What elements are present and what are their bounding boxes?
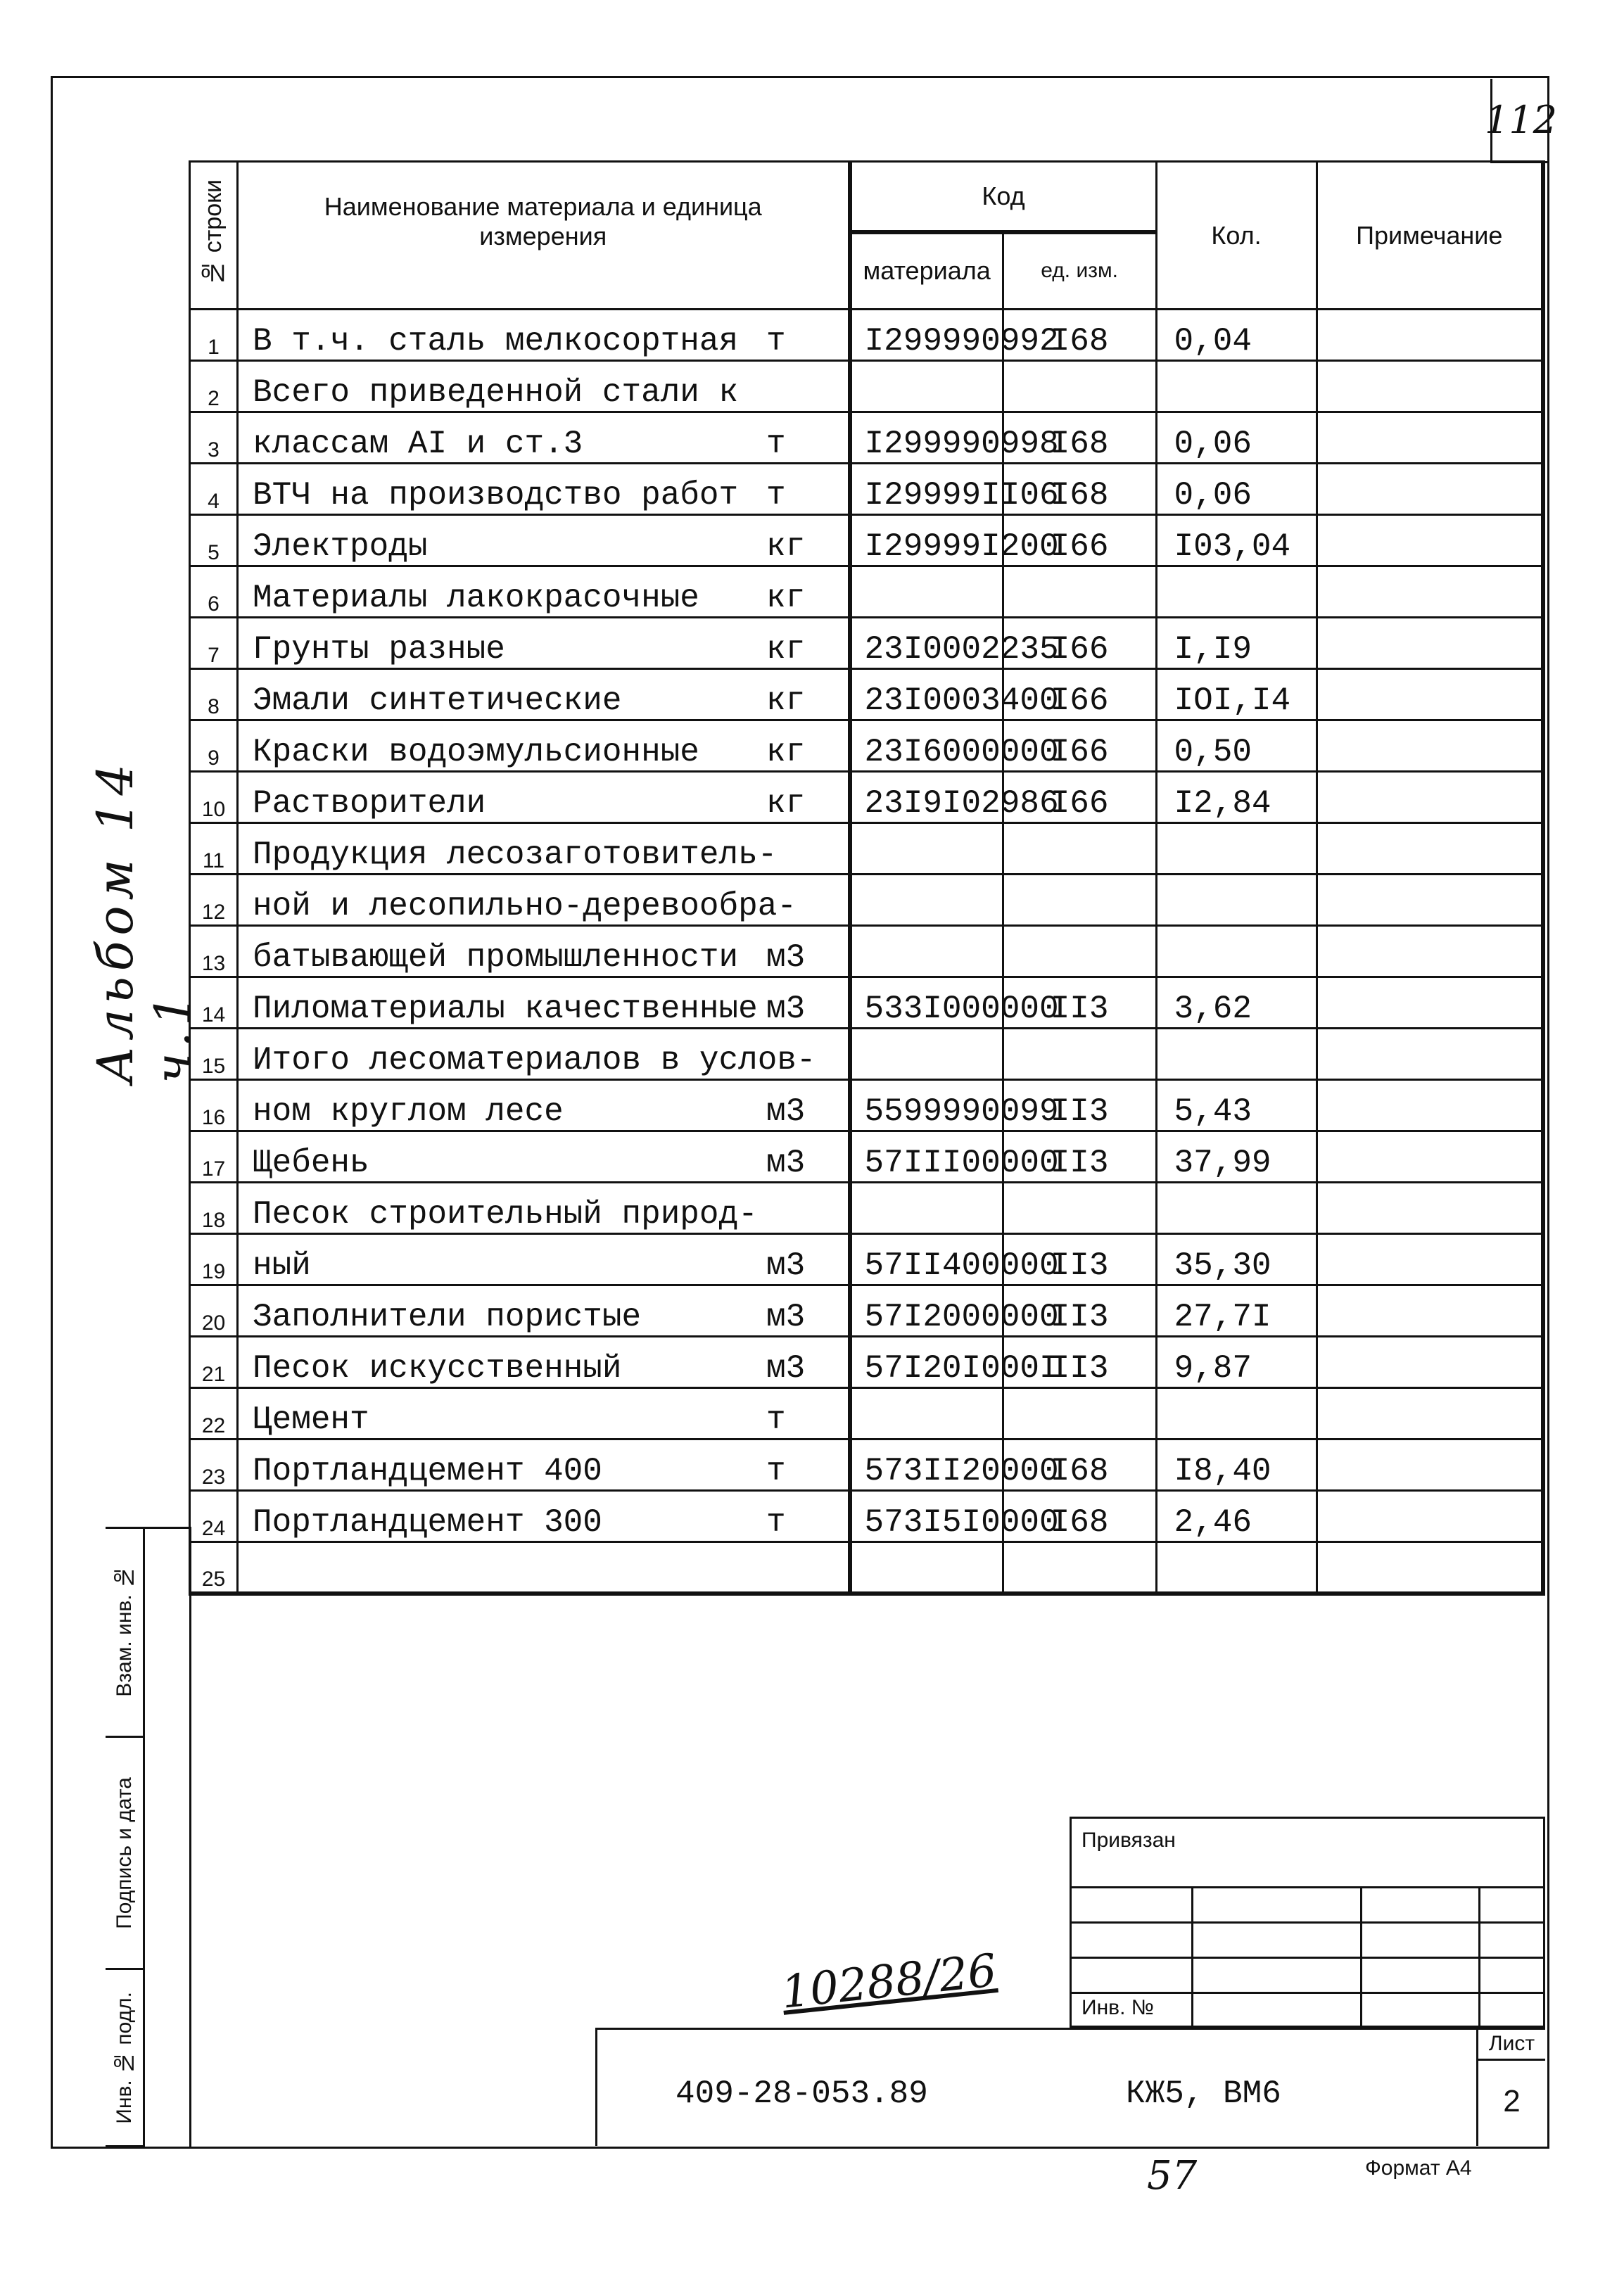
- material-name-cell: [238, 1080, 850, 1131]
- quantity: 9,87: [1156, 1337, 1317, 1388]
- row-number: 25: [190, 1542, 238, 1594]
- material-code: 5599990099: [850, 1080, 1003, 1131]
- sheet-value: 2: [1503, 2084, 1521, 2118]
- material-code: 57I2000000: [850, 1285, 1003, 1337]
- row-number: 22: [190, 1388, 238, 1439]
- quantity: [1156, 1029, 1317, 1080]
- material-name-cell: [238, 1491, 850, 1542]
- note: [1317, 1388, 1543, 1439]
- material-code: 23I9I02986: [850, 772, 1003, 823]
- unit-code: I66: [1003, 669, 1156, 720]
- material-name: Песок искусственный: [253, 1350, 622, 1387]
- material-unit: м3: [766, 1145, 806, 1181]
- quantity: IOI,I4: [1156, 669, 1317, 720]
- material-unit: кг: [766, 631, 806, 668]
- table-row: [190, 618, 1544, 669]
- material-unit: т: [766, 1453, 786, 1489]
- unit-code: I68: [1003, 310, 1156, 361]
- material-code: I299990992: [850, 310, 1003, 361]
- quantity: [1156, 1542, 1317, 1594]
- material-name-cell: [238, 1388, 850, 1439]
- material-name: Заполнители пористые: [253, 1299, 642, 1335]
- table-row: [190, 515, 1544, 566]
- row-number: 5: [190, 515, 238, 566]
- material-name: ный: [253, 1247, 311, 1284]
- quantity: I03,04: [1156, 515, 1317, 566]
- quantity: [1156, 823, 1317, 875]
- row-number: 17: [190, 1131, 238, 1183]
- privyazan-label: Привязан: [1081, 1829, 1176, 1852]
- row-number: 12: [190, 875, 238, 926]
- material-unit: т: [766, 1504, 786, 1541]
- material-name-cell: [238, 926, 850, 977]
- note: [1317, 772, 1543, 823]
- side-inv-podl: Инв. № подл.: [106, 1970, 145, 2147]
- quantity: 5,43: [1156, 1080, 1317, 1131]
- material-name: Электроды: [253, 528, 428, 565]
- header-row-no: № строки: [190, 162, 238, 310]
- sheet-corner-number: 112: [1490, 79, 1549, 163]
- material-code: [850, 875, 1003, 926]
- material-name: Материалы лакокрасочные: [253, 580, 699, 616]
- material-name: ном круглом лесе: [253, 1093, 564, 1130]
- material-unit: м3: [766, 939, 806, 976]
- material-name-cell: [238, 1285, 850, 1337]
- unit-code: II3: [1003, 1337, 1156, 1388]
- note: [1317, 566, 1543, 618]
- doc-mark: КЖ5, ВМ6: [1126, 2076, 1281, 2112]
- quantity: 27,7I: [1156, 1285, 1317, 1337]
- table-row: [190, 772, 1544, 823]
- quantity: [1156, 566, 1317, 618]
- material-name: Краски водоэмульсионные: [253, 734, 699, 770]
- table-row: [190, 464, 1544, 515]
- inv-no-label: Инв. №: [1081, 1996, 1154, 2019]
- row-number: 11: [190, 823, 238, 875]
- unit-code: II3: [1003, 977, 1156, 1029]
- unit-code: [1003, 566, 1156, 618]
- material-unit: кг: [766, 682, 806, 719]
- quantity: 0,06: [1156, 464, 1317, 515]
- material-name-cell: [238, 310, 850, 361]
- unit-code: II3: [1003, 1080, 1156, 1131]
- side-vzam: Взам. инв. №: [106, 1527, 145, 1738]
- material-code: 23I0003400: [850, 669, 1003, 720]
- quantity: 2,46: [1156, 1491, 1317, 1542]
- note: [1317, 977, 1543, 1029]
- material-name-cell: [238, 1234, 850, 1285]
- material-name: Итого лесоматериалов в услов-: [253, 1042, 816, 1079]
- header-code-unit: ед. изм.: [1003, 232, 1156, 310]
- material-code: I29999II06: [850, 464, 1003, 515]
- note: [1317, 669, 1543, 720]
- quantity: I8,40: [1156, 1439, 1317, 1491]
- note: [1317, 926, 1543, 977]
- table-row: [190, 310, 1544, 361]
- material-unit: т: [766, 477, 786, 514]
- note: [1317, 618, 1543, 669]
- material-name: Продукция лесозаготовитель-: [253, 837, 778, 873]
- row-number: 6: [190, 566, 238, 618]
- unit-code: I66: [1003, 515, 1156, 566]
- material-name-cell: [238, 1029, 850, 1080]
- quantity: [1156, 361, 1317, 412]
- material-code: 573II20000: [850, 1439, 1003, 1491]
- material-code: [850, 566, 1003, 618]
- header-code-material: материала: [850, 232, 1003, 310]
- material-name: Растворители: [253, 785, 486, 822]
- note: [1317, 515, 1543, 566]
- handwritten-ref: 10288/26: [778, 1945, 999, 2019]
- unit-code: II3: [1003, 1285, 1156, 1337]
- unit-code: I68: [1003, 1439, 1156, 1491]
- table-row: [190, 361, 1544, 412]
- unit-code: I66: [1003, 720, 1156, 772]
- material-name: ной и лесопильно-деревообра-: [253, 888, 797, 924]
- note: [1317, 1234, 1543, 1285]
- quantity: 0,50: [1156, 720, 1317, 772]
- row-number: 19: [190, 1234, 238, 1285]
- header-note: Примечание: [1317, 162, 1543, 310]
- table-row: [190, 1183, 1544, 1234]
- material-name-cell: [238, 412, 850, 464]
- unit-code: [1003, 823, 1156, 875]
- material-name: батывающей промышленности: [253, 939, 739, 976]
- material-code: 23I0002235: [850, 618, 1003, 669]
- material-name-cell: [238, 1439, 850, 1491]
- material-name: Щебень: [253, 1145, 369, 1181]
- material-name: Пиломатериалы качественные: [253, 991, 758, 1027]
- material-unit: кг: [766, 785, 806, 822]
- row-number: 21: [190, 1337, 238, 1388]
- note: [1317, 875, 1543, 926]
- material-unit: м3: [766, 1247, 806, 1284]
- note: [1317, 1337, 1543, 1388]
- row-number: 18: [190, 1183, 238, 1234]
- unit-code: I66: [1003, 772, 1156, 823]
- material-name-cell: [238, 1131, 850, 1183]
- material-code: 533I000000: [850, 977, 1003, 1029]
- table-row: [190, 1234, 1544, 1285]
- row-number: 14: [190, 977, 238, 1029]
- material-name-cell: [238, 772, 850, 823]
- material-code: [850, 361, 1003, 412]
- sheet-box: [1476, 2028, 1545, 2146]
- row-number: 13: [190, 926, 238, 977]
- note: [1317, 464, 1543, 515]
- note: [1317, 1542, 1543, 1594]
- side-podpis: Подпись и дата: [106, 1738, 145, 1970]
- row-number: 4: [190, 464, 238, 515]
- quantity: 0,06: [1156, 412, 1317, 464]
- material-name-cell: [238, 515, 850, 566]
- material-name: ВТЧ на производство работ: [253, 477, 739, 514]
- unit-code: I66: [1003, 618, 1156, 669]
- page-number: 57: [1147, 2153, 1198, 2199]
- quantity: [1156, 1388, 1317, 1439]
- material-unit: м3: [766, 1350, 806, 1387]
- row-number: 16: [190, 1080, 238, 1131]
- quantity: I2,84: [1156, 772, 1317, 823]
- table-row: [190, 823, 1544, 875]
- material-name-cell: [238, 566, 850, 618]
- note: [1317, 412, 1543, 464]
- row-number: 20: [190, 1285, 238, 1337]
- material-code: [850, 926, 1003, 977]
- table-row: [190, 1337, 1544, 1388]
- quantity: [1156, 926, 1317, 977]
- table-row: [190, 412, 1544, 464]
- quantity: [1156, 875, 1317, 926]
- material-name: Портландцемент 400: [253, 1453, 602, 1489]
- row-number: 9: [190, 720, 238, 772]
- note: [1317, 310, 1543, 361]
- unit-code: [1003, 361, 1156, 412]
- material-code: 23I6000000: [850, 720, 1003, 772]
- doc-number: 409-28-053.89: [675, 2076, 928, 2112]
- table-row: [190, 977, 1544, 1029]
- material-unit: т: [766, 426, 786, 462]
- material-name: Грунты разные: [253, 631, 505, 668]
- material-code: [850, 1542, 1003, 1594]
- unit-code: [1003, 875, 1156, 926]
- material-name-cell: [238, 1337, 850, 1388]
- album-side-label: [87, 732, 202, 1083]
- unit-code: [1003, 1542, 1156, 1594]
- material-code: [850, 1388, 1003, 1439]
- table-row: [190, 566, 1544, 618]
- material-name-cell: [238, 875, 850, 926]
- material-name-cell: [238, 977, 850, 1029]
- materials-table: [189, 160, 1545, 1596]
- material-code: I299990998: [850, 412, 1003, 464]
- unit-code: I68: [1003, 1491, 1156, 1542]
- material-name-cell: [238, 1542, 850, 1594]
- note: [1317, 1439, 1543, 1491]
- table-row: [190, 720, 1544, 772]
- material-code: 57III00000: [850, 1131, 1003, 1183]
- unit-code: [1003, 1183, 1156, 1234]
- material-code: I29999I200: [850, 515, 1003, 566]
- row-number: 10: [190, 772, 238, 823]
- material-name-cell: [238, 669, 850, 720]
- quantity: I,I9: [1156, 618, 1317, 669]
- material-unit: кг: [766, 580, 806, 616]
- material-name: классам АI и ст.3: [253, 426, 583, 462]
- material-unit: м3: [766, 991, 806, 1027]
- material-unit: т: [766, 1402, 786, 1438]
- material-name-cell: [238, 618, 850, 669]
- format-label: Формат А4: [1365, 2156, 1472, 2180]
- material-name-cell: [238, 823, 850, 875]
- table-row: [190, 926, 1544, 977]
- table-row: [190, 1080, 1544, 1131]
- unit-code: II3: [1003, 1234, 1156, 1285]
- note: [1317, 1029, 1543, 1080]
- row-number: 8: [190, 669, 238, 720]
- table-row: [190, 669, 1544, 720]
- binding-stamp: [1070, 1817, 1545, 2028]
- table-row: [190, 1542, 1544, 1594]
- row-number: 15: [190, 1029, 238, 1080]
- quantity: 0,04: [1156, 310, 1317, 361]
- row-number: 7: [190, 618, 238, 669]
- table-row: [190, 1388, 1544, 1439]
- note: [1317, 1080, 1543, 1131]
- material-name: Портландцемент 300: [253, 1504, 602, 1541]
- material-unit: кг: [766, 734, 806, 770]
- table-row: [190, 1491, 1544, 1542]
- material-unit: т: [766, 323, 786, 360]
- material-name: Эмали синтетические: [253, 682, 622, 719]
- unit-code: I68: [1003, 464, 1156, 515]
- header-code: Код: [850, 162, 1157, 232]
- row-number: 2: [190, 361, 238, 412]
- sheet-label: Лист: [1478, 2032, 1545, 2061]
- material-code: 573I5I0000: [850, 1491, 1003, 1542]
- quantity: 37,99: [1156, 1131, 1317, 1183]
- material-code: 57I20I000I: [850, 1337, 1003, 1388]
- table-row: [190, 875, 1544, 926]
- unit-code: II3: [1003, 1131, 1156, 1183]
- row-number: 24: [190, 1491, 238, 1542]
- unit-code: [1003, 926, 1156, 977]
- unit-code: [1003, 1029, 1156, 1080]
- note: [1317, 1131, 1543, 1183]
- unit-code: [1003, 1388, 1156, 1439]
- material-unit: кг: [766, 528, 806, 565]
- table-row: [190, 1029, 1544, 1080]
- table-row: [190, 1439, 1544, 1491]
- material-name: Всего приведенной стали к: [253, 374, 739, 411]
- material-code: [850, 823, 1003, 875]
- material-name-cell: [238, 361, 850, 412]
- material-name-cell: [238, 720, 850, 772]
- unit-code: I68: [1003, 412, 1156, 464]
- note: [1317, 361, 1543, 412]
- row-number: 1: [190, 310, 238, 361]
- note: [1317, 1183, 1543, 1234]
- table-row: [190, 1285, 1544, 1337]
- note: [1317, 720, 1543, 772]
- table-row: [190, 1131, 1544, 1183]
- material-unit: м3: [766, 1093, 806, 1130]
- quantity: [1156, 1183, 1317, 1234]
- material-code: 57II400000: [850, 1234, 1003, 1285]
- row-number: 23: [190, 1439, 238, 1491]
- material-name: В т.ч. сталь мелкосортная: [253, 323, 739, 360]
- note: [1317, 1491, 1543, 1542]
- material-code: [850, 1029, 1003, 1080]
- note: [1317, 823, 1543, 875]
- header-name: Наименование материала и единица измерения: [238, 162, 850, 310]
- quantity: 3,62: [1156, 977, 1317, 1029]
- header-qty: Кол.: [1156, 162, 1317, 310]
- album-side-text: Альбом 14 ч.1: [87, 758, 202, 1083]
- note: [1317, 1285, 1543, 1337]
- material-name: Песок строительный природ-: [253, 1196, 758, 1233]
- material-unit: м3: [766, 1299, 806, 1335]
- quantity: 35,30: [1156, 1234, 1317, 1285]
- material-code: [850, 1183, 1003, 1234]
- material-name: Цемент: [253, 1402, 369, 1438]
- row-number: 3: [190, 412, 238, 464]
- material-name-cell: [238, 464, 850, 515]
- material-name-cell: [238, 1183, 850, 1234]
